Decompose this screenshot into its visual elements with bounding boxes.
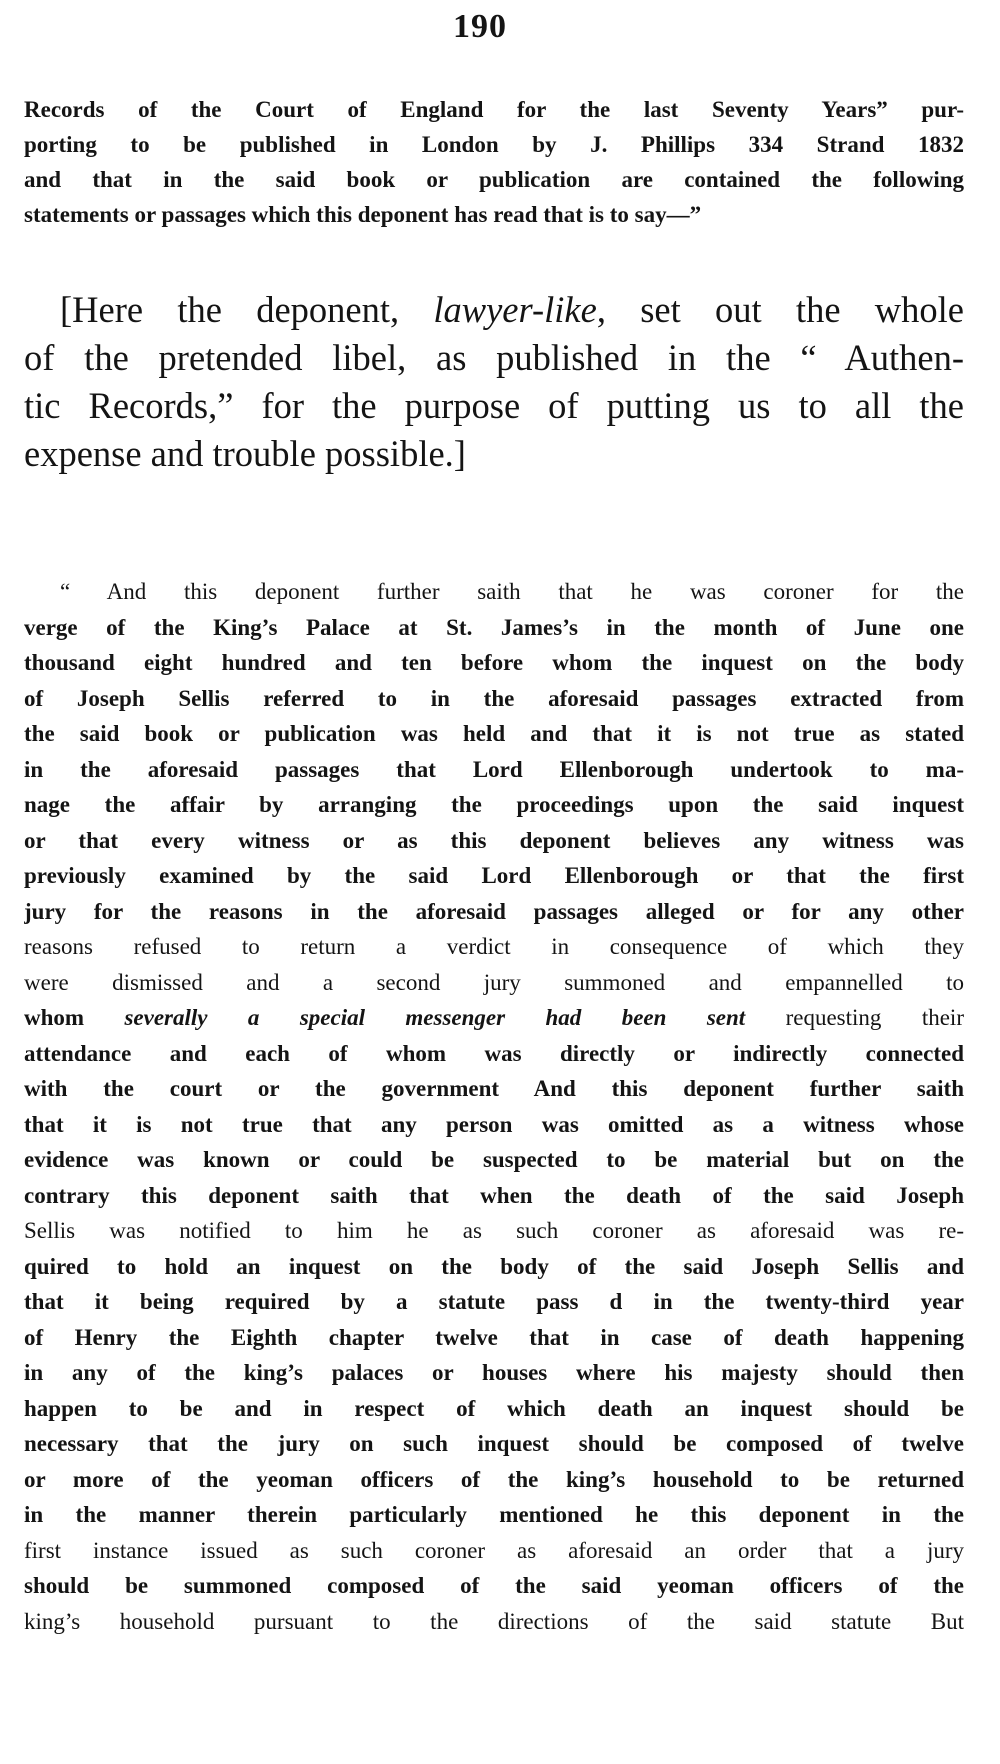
text-line: expense and trouble possible.] (24, 433, 466, 474)
text-line: in the aforesaid passages that Lord Ellenborough undertook to ma- (24, 756, 964, 782)
text-line: first instance issued as such coroner as aforesaid an order that a jury (24, 1537, 964, 1563)
text-line: of Henry the Eighth chapter twelve that in case of death happening (24, 1324, 964, 1350)
text-line: [Here the deponent, lawyer-like, set out the whole (60, 289, 964, 330)
text-line: statements or passages which this deponent has read that is to say—” (24, 202, 702, 227)
text-line: Sellis was notified to him he as such coroner as aforesaid was re- (24, 1218, 964, 1243)
text-line: verge of the King’s Palace at St. James’s in the month of June one (24, 614, 964, 640)
text-line: with the court or the government And this deponent further saith (24, 1076, 964, 1101)
italic-phrase: lawyer-like (433, 289, 597, 330)
text-line: previously examined by the said Lord Ellenborough or that the first (24, 863, 964, 888)
text-line: king’s household pursuant to the directions of the said statute But (24, 1608, 964, 1634)
text-line: in the manner therein particularly mentioned he this deponent in the (24, 1502, 964, 1527)
text-line: that it is not true that any person was omitted as a witness whose (24, 1111, 964, 1137)
text-line: of the pretended libel, as published in the “ Authen- (24, 337, 964, 378)
text-line: should be summoned composed of the said yeoman officers of the (24, 1573, 964, 1598)
text-line: or that every witness or as this deponent believes any witness was (24, 827, 964, 853)
text-line: the said book or publication was held and that it is not true as stated (24, 721, 964, 746)
text-line: and that in the said book or publication are contained the following (24, 167, 964, 192)
text-line: happen to be and in respect of which death an inquest should be (24, 1395, 964, 1421)
page-number: 190 (453, 8, 507, 45)
text-line: porting to be published in London by J. Phillips 334 Strand 1832 (24, 132, 964, 157)
text-line: Records of the Court of England for the last Seventy Years” pur- (24, 97, 964, 122)
editor-note (24, 286, 964, 478)
text-line: or more of the yeoman officers of the king’s household to be returned (24, 1466, 964, 1492)
italic-phrase: severally a special messenger had been sent (124, 1005, 746, 1030)
text-line: quired to hold an inquest on the body of the said Joseph Sellis and (24, 1253, 964, 1279)
text-line: thousand eight hundred and ten before whom the inquest on the body (24, 650, 964, 675)
text-line: nage the affair by arranging the proceedings upon the said inquest (24, 792, 964, 817)
deposition-passage (24, 574, 964, 1639)
text-line: evidence was known or could be suspected to be material but on the (24, 1147, 964, 1172)
text-line: whom severally a special messenger had been sent requesting their (24, 1005, 964, 1030)
text-line: reasons refused to return a verdict in consequence of which they (24, 934, 964, 959)
text-line: were dismissed and a second jury summoned and empannelled to (24, 969, 964, 995)
text-line: “ And this deponent further saith that he was coroner for the (60, 579, 964, 604)
text-line: in any of the king’s palaces or houses where his majesty should then (24, 1360, 964, 1385)
text-line: jury for the reasons in the aforesaid passages alleged or for any other (24, 898, 964, 924)
text-line: tic Records,” for the purpose of putting us to all the (24, 385, 964, 426)
text-line: attendance and each of whom was directly or indirectly connected (24, 1040, 964, 1066)
text-line: of Joseph Sellis referred to in the aforesaid passages extracted from (24, 685, 964, 711)
quoted-passage-top (24, 92, 964, 232)
text-line: contrary this deponent saith that when the death of the said Joseph (24, 1182, 964, 1208)
text-line: that it being required by a statute pass d in the twenty-third year (24, 1289, 964, 1314)
text-line: necessary that the jury on such inquest should be composed of twelve (24, 1431, 964, 1456)
